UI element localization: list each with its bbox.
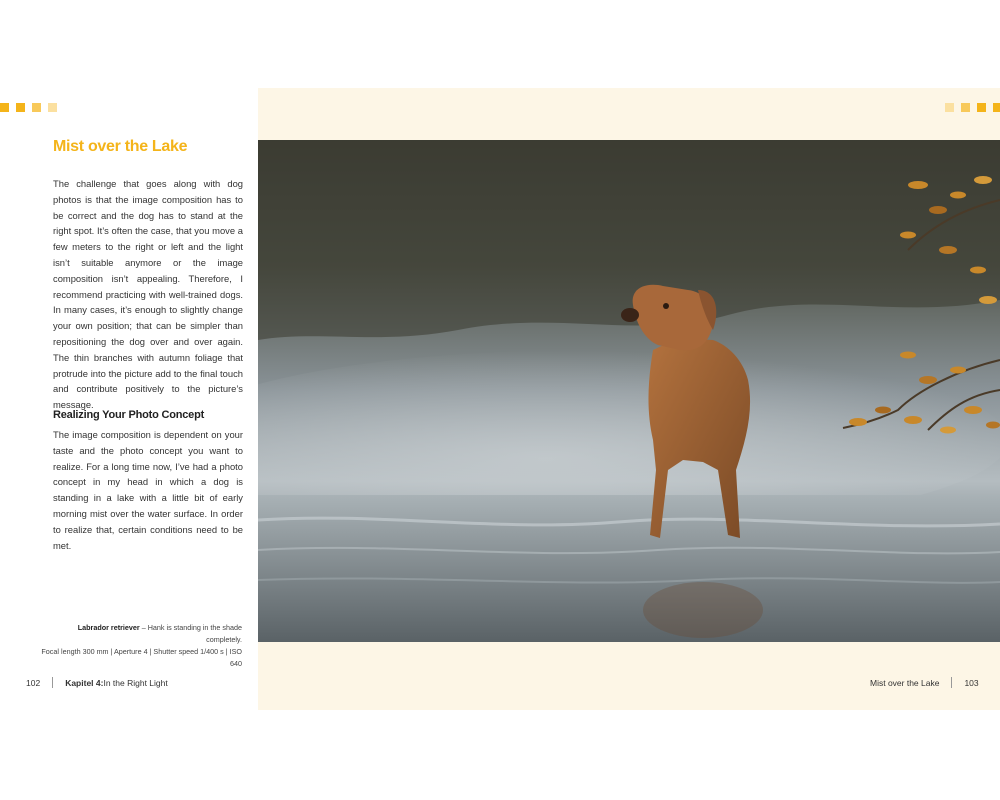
caption-exif: Focal length 300 mm | Aperture 4 | Shutter speed 1/400 s | ISO 640 xyxy=(41,647,242,668)
deco-square xyxy=(16,103,25,112)
caption-description: – Hank is standing in the shade completely. xyxy=(139,623,242,644)
deco-square xyxy=(993,103,1000,112)
chapter-label: Kapitel 4: xyxy=(65,677,104,688)
caption-subject: Labrador retriever xyxy=(77,623,140,632)
body-paragraph: The challenge that goes along with dog photos is that the image composition has to be correct and the dog has to stand at the right spot. It’s often the case, that you move a few meters to the right or left and the light isn’t suitable anymore or the image composition isn’t appealing. Therefore, I recommend practicing with well-trained dogs. In many cases, it’s enough to slightly change your own position; that can be simpler than repositioning the dog over and over again. The thin branches with autumn foliage that protrude into the picture add to the final touch and contribute positively to the picture’s message. xyxy=(53,178,243,411)
footer-divider xyxy=(951,677,952,688)
section-subheading: Realizing Your Photo Concept xyxy=(53,409,205,421)
page-title: Mist over the Lake xyxy=(53,138,188,155)
deco-square xyxy=(0,103,9,112)
running-section-title: Mist over the Lake xyxy=(870,677,940,688)
footer-right xyxy=(870,677,979,688)
chapter-title: In the Right Light xyxy=(103,677,168,688)
decorative-squares-left xyxy=(0,103,57,112)
dog-in-misty-lake-photo xyxy=(258,140,1000,642)
deco-square xyxy=(961,103,970,112)
deco-square xyxy=(48,103,57,112)
body-paragraph: The image composition is dependent on your taste and the photo concept you want to realize. For a long time now, I’ve had a photo concept in my head in which a dog is standing in a lake with a little bit of early morning mist over the water surface. In order to realize that, certain conditions need to be met. xyxy=(53,429,243,551)
deco-square xyxy=(977,103,986,112)
decorative-squares-right xyxy=(945,103,1000,112)
footer-left xyxy=(26,677,168,688)
photo-caption xyxy=(40,622,242,670)
deco-square xyxy=(945,103,954,112)
footer-divider xyxy=(52,677,53,688)
page-number-right: 103 xyxy=(964,677,979,688)
deco-square xyxy=(32,103,41,112)
page-number-left: 102 xyxy=(26,677,41,688)
